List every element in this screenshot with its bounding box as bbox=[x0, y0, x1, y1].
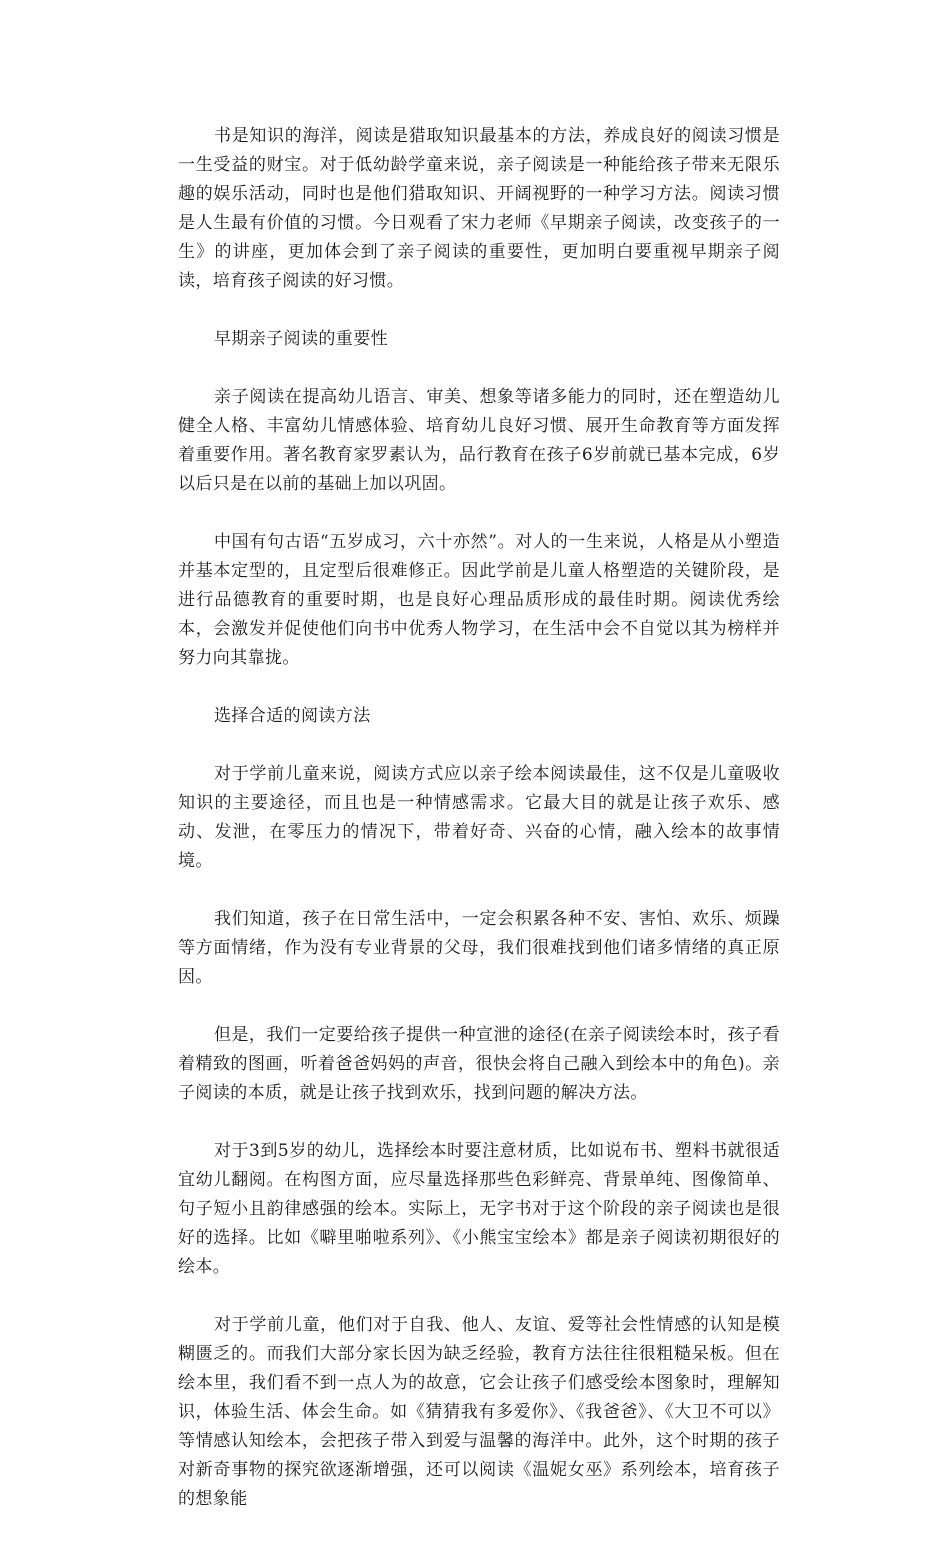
paragraph-method-1: 对于学前儿童来说，阅读方式应以亲子绘本阅读最佳，这不仅是儿童吸收知识的主要途径，而且也是一种情感需求。它最大目的就是让孩子欢乐、感动、发泄，在零压力的情况下，带着好奇、兴奋的心情，融入绘本的故事情境。 bbox=[178, 764, 780, 871]
paragraph-method-5: 对于学前儿童，他们对于自我、他人、友谊、爱等社会性情感的认知是模糊匮乏的。而我们大部分家长因为缺乏经验，教育方法往往很粗糙呆板。但在绘本里，我们看不到一点人为的故意，它会让孩子们感受绘本图象时，理解知识，体验生活、体会生命。如《猜猜我有多爱你》、《我爸爸》、《大卫不可以》等情感认知绘本，会把孩子带入到爱与温馨的海洋中。此外，这个时期的孩子对新奇事物的探究欲逐渐增强，还可以阅读《温妮女巫》系列绘本，培育孩子的想象能 bbox=[178, 1315, 780, 1509]
document-body bbox=[178, 122, 780, 1543]
paragraph-method-2: 我们知道，孩子在日常生活中，一定会积累各种不安、害怕、欢乐、烦躁等方面情绪，作为没有专业背景的父母，我们很难找到他们诸多情绪的真正原因。 bbox=[178, 909, 780, 987]
paragraph-importance-2: 中国有句古语“五岁成习，六十亦然”。对人的一生来说，人格是从小塑造并基本定型的，且定型后很难修正。因此学前是儿童人格塑造的关键阶段，是进行品德教育的重要时期，也是良好心理品质形成的最佳时期。阅读优秀绘本，会激发并促使他们向书中优秀人物学习，在生活中会不自觉以其为榜样并努力向其靠拢。 bbox=[178, 532, 780, 668]
paragraph-method-4: 对于3到5岁的幼儿，选择绘本时要注意材质，比如说布书、塑料书就很适宜幼儿翻阅。在构图方面，应尽量选择那些色彩鲜亮、背景单纯、图像简单、句子短小且韵律感强的绘本。实际上，无字书对于这个阶段的亲子阅读也是很好的选择。比如《噼里啪啦系列》、《小熊宝宝绘本》都是亲子阅读初期很好的绘本。 bbox=[178, 1141, 780, 1277]
paragraph-intro: 书是知识的海洋，阅读是猎取知识最基本的方法，养成良好的阅读习惯是一生受益的财宝。对于低幼龄学童来说，亲子阅读是一种能给孩子带来无限乐趣的娱乐活动，同时也是他们猎取知识、开阔视野的一种学习方法。阅读习惯是人生最有价值的习惯。今日观看了宋力老师《早期亲子阅读，改变孩子的一生》的讲座，更加体会到了亲子阅读的重要性，更加明白要重视早期亲子阅读，培育孩子阅读的好习惯。 bbox=[178, 126, 780, 291]
paragraph-method-3: 但是，我们一定要给孩子提供一种宣泄的途径(在亲子阅读绘本时，孩子看着精致的图画，听着爸爸妈妈的声音，很快会将自己融入到绘本中的角色)。亲子阅读的本质，就是让孩子找到欢乐，找到问题的解决方法。 bbox=[178, 1025, 780, 1103]
section-heading-method: 选择合适的阅读方法 bbox=[214, 706, 371, 726]
paragraph-importance-1: 亲子阅读在提高幼儿语言、审美、想象等诸多能力的同时，还在塑造幼儿健全人格、丰富幼儿情感体验、培育幼儿良好习惯、展开生命教育等方面发挥着重要作用。著名教育家罗素认为，品行教育在孩子6岁前就已基本完成，6岁以后只是在以前的基础上加以巩固。 bbox=[178, 387, 780, 494]
section-heading-importance: 早期亲子阅读的重要性 bbox=[214, 329, 388, 349]
